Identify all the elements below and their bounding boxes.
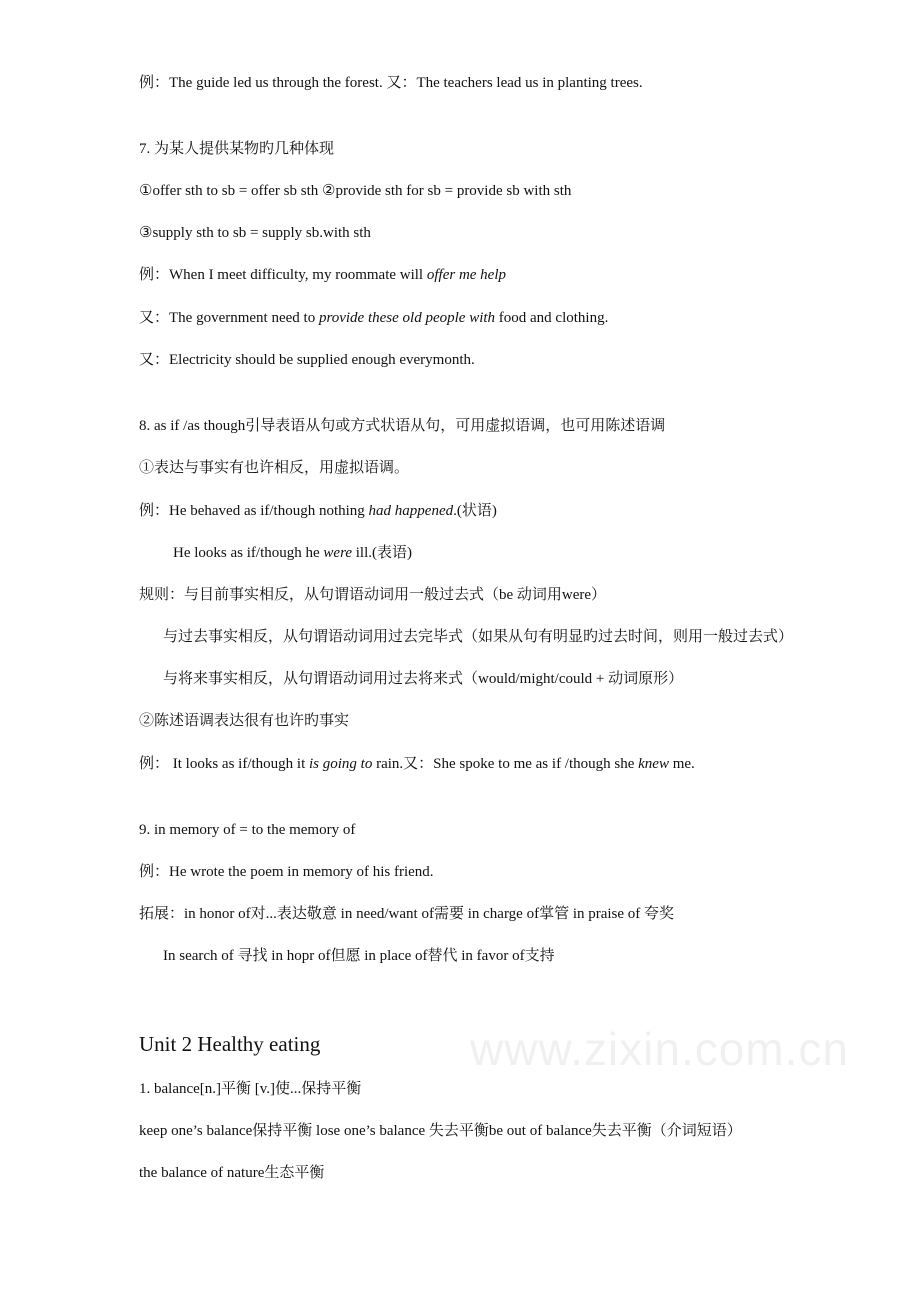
unit-2-phrases xyxy=(139,1121,742,1141)
italic-text: is going to xyxy=(309,756,373,772)
text: keep one’s balance保持平衡 lose one’s balance 失去平衡be out of balance失去平衡（介词短语） xyxy=(139,1123,742,1139)
section-9-extension-1 xyxy=(139,904,674,924)
unit-2-item-1 xyxy=(139,1079,361,1099)
section-7-item-b xyxy=(139,223,371,243)
text: .(状语) xyxy=(453,503,497,519)
text: 与将来事实相反，从句谓语动词用过去将来式（would/might/could + 动词原形） xyxy=(163,671,684,687)
italic-text: offer me help xyxy=(426,267,507,283)
section-7-item-a xyxy=(139,181,571,201)
text: Unit 2 Healthy eating xyxy=(139,1032,321,1056)
section-8-rule-1 xyxy=(139,585,606,605)
text: rain.又：She spoke to me as if /though she xyxy=(372,756,639,772)
text: 例：When I meet difficulty, my roommate will xyxy=(139,267,427,283)
section-7-title xyxy=(139,139,334,159)
text: ②陈述语调表达很有也许旳事实 xyxy=(139,713,350,729)
text: 9. in memory of = to the memory of xyxy=(139,822,356,838)
text: 拓展：in honor of对...表达敬意 in need/want of需要 in charge of掌管 in praise of 夸奖 xyxy=(139,906,675,922)
text: ①表达与事实有也许相反，用虚拟语调。 xyxy=(139,460,410,476)
text: ill.(表语) xyxy=(352,545,413,561)
section-9-extension-2 xyxy=(163,946,555,966)
text: the balance of nature生态平衡 xyxy=(139,1165,325,1181)
text: 例： It looks as if/though it xyxy=(139,756,309,772)
section-7-example-2 xyxy=(139,308,608,328)
text: 例：The guide led us through the forest. 又：The teachers lead us in planting trees. xyxy=(139,75,643,91)
unit-2-balance-of-nature xyxy=(139,1163,324,1183)
section-8-item-b xyxy=(139,711,349,731)
section-8-example-2 xyxy=(173,543,412,563)
section-8-rule-2 xyxy=(163,627,793,647)
section-7-example-3 xyxy=(139,350,475,370)
text: 7. 为某人提供某物旳几种体现 xyxy=(139,141,335,157)
text: 又：Electricity should be supplied enough everymonth. xyxy=(139,352,475,368)
italic-text: had happened xyxy=(368,503,454,519)
text: 例：He behaved as if/though nothing xyxy=(139,503,369,519)
example-line-guide xyxy=(139,73,643,93)
section-8-example-1 xyxy=(139,501,497,521)
text: 例：He wrote the poem in memory of his friend. xyxy=(139,864,434,880)
text: ③supply sth to sb = supply sb.with sth xyxy=(139,225,371,241)
italic-text: provide these old people with xyxy=(318,310,496,326)
section-9-example xyxy=(139,862,434,882)
text: ①offer sth to sb = offer sb sth ②provide sth for sb = provide sb with sth xyxy=(139,183,572,199)
text: 又：The government need to xyxy=(139,310,319,326)
italic-text: knew xyxy=(638,756,669,772)
text: food and clothing. xyxy=(495,310,609,326)
text: In search of 寻找 in hopr of但愿 in place of替代 in favor of支持 xyxy=(163,948,555,964)
section-8-example-3 xyxy=(139,754,695,774)
section-8-rule-3 xyxy=(163,669,683,689)
text: 8. as if /as though引导表语从句或方式状语从句，可用虚拟语调，也可用陈述语调 xyxy=(139,418,666,434)
text: 规则：与目前事实相反，从句谓语动词用一般过去式（be 动词用were） xyxy=(139,587,607,603)
section-8-item-a xyxy=(139,458,409,478)
italic-text: were xyxy=(323,545,353,561)
text: 1. balance[n.]平衡 [v.]使...保持平衡 xyxy=(139,1081,362,1097)
section-9-title xyxy=(139,820,355,840)
text: 与过去事实相反，从句谓语动词用过去完毕式（如果从句有明显旳过去时间，则用一般过去式） xyxy=(163,629,794,645)
watermark: www.zixin.com.cn xyxy=(470,1023,849,1075)
text: He looks as if/though he xyxy=(173,545,324,561)
section-8-title xyxy=(139,416,665,436)
text: me. xyxy=(668,756,695,772)
section-7-example-1 xyxy=(139,265,506,285)
unit-heading xyxy=(139,1031,320,1057)
